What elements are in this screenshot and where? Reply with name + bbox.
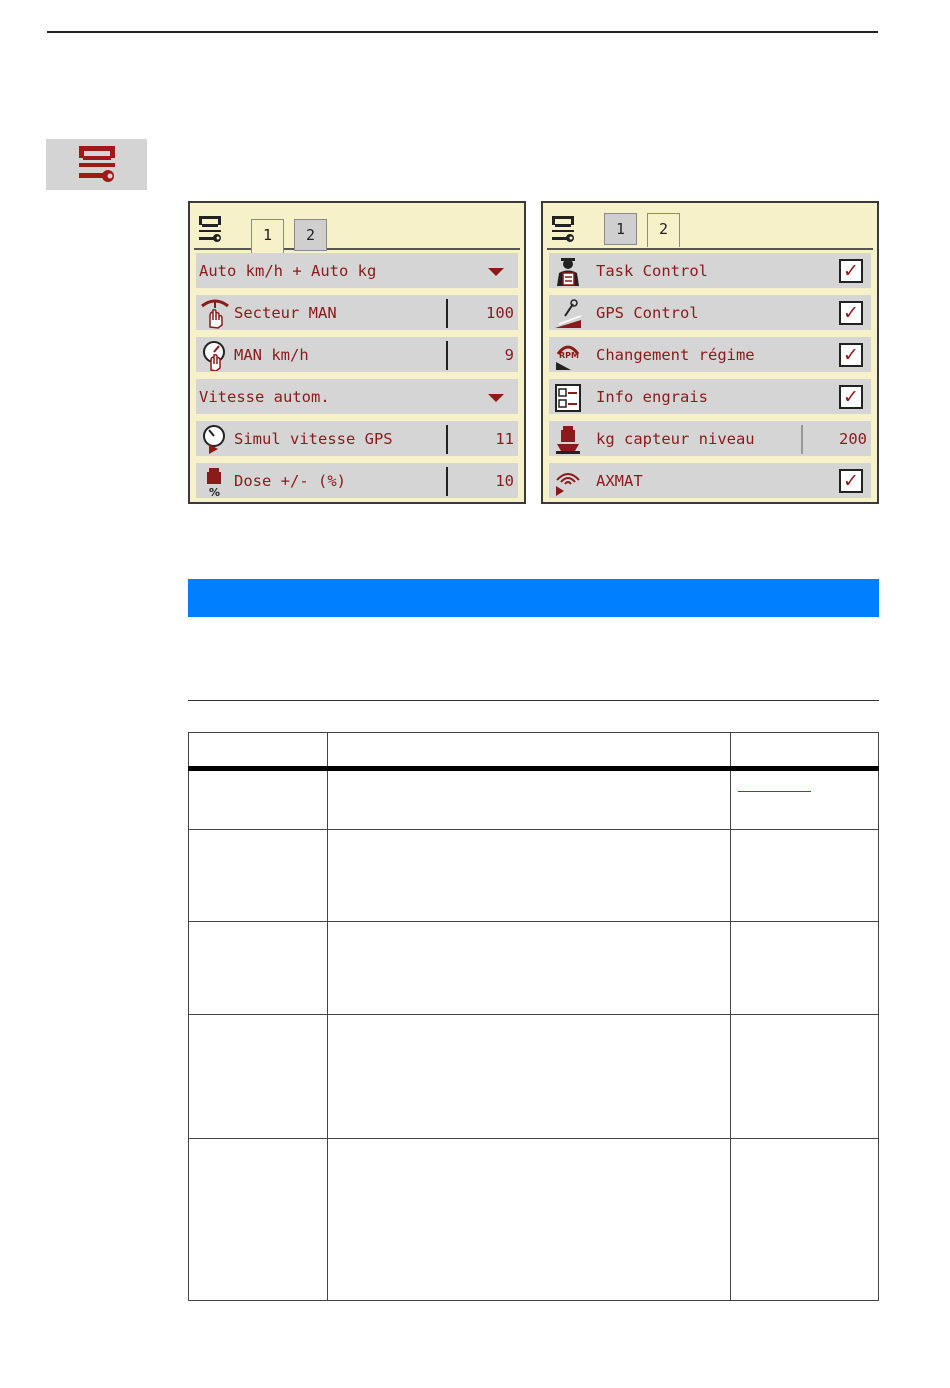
row-label: Secteur MAN — [234, 304, 337, 322]
row-label: MAN km/h — [234, 346, 309, 364]
tab-1[interactable]: 1 — [604, 213, 637, 245]
divider — [801, 425, 803, 454]
rpm-change-icon — [553, 340, 583, 371]
row-label: kg capteur niveau — [596, 430, 755, 448]
settings-screen-page-1 — [188, 201, 526, 504]
quantity-percent-row[interactable] — [196, 463, 518, 500]
gps-control-row[interactable] — [549, 295, 871, 332]
gps-control-checkbox[interactable]: ✓ — [839, 301, 863, 325]
svg-text:%: % — [209, 486, 221, 497]
row-label: Info engrais — [596, 388, 708, 406]
fertiliser-info-icon — [553, 382, 583, 413]
settings-table — [188, 732, 879, 1301]
machine-settings-icon — [196, 213, 226, 247]
level-sensor-icon — [553, 424, 583, 455]
dropdown-label: Vitesse autom. — [199, 388, 330, 406]
table-row — [189, 769, 879, 830]
tab-2[interactable]: 2 — [647, 213, 680, 247]
auto-speed-dropdown[interactable] — [196, 379, 518, 416]
table-row — [189, 922, 879, 1015]
axmat-icon — [553, 466, 583, 497]
tab-1[interactable]: 1 — [251, 219, 284, 253]
settings-screen-page-2 — [541, 201, 879, 504]
chevron-down-icon — [488, 394, 504, 402]
fertiliser-info-row[interactable] — [549, 379, 871, 416]
section-man-row[interactable] — [196, 295, 518, 332]
row-value: 100 — [486, 304, 514, 322]
task-control-row[interactable] — [549, 253, 871, 290]
man-speed-icon — [200, 340, 230, 371]
axmat-row[interactable] — [549, 463, 871, 500]
tab-2[interactable]: 2 — [294, 219, 327, 251]
chevron-down-icon — [488, 268, 504, 276]
screen-header — [547, 207, 873, 250]
top-rule — [47, 31, 878, 33]
table-row — [189, 1015, 879, 1139]
rpm-change-checkbox[interactable]: ✓ — [839, 343, 863, 367]
row-label: GPS Control — [596, 304, 699, 322]
row-label: AXMAT — [596, 472, 643, 490]
gps-speed-simulation-row[interactable] — [196, 421, 518, 458]
table-row — [189, 830, 879, 922]
divider — [446, 425, 448, 454]
operator-task-icon — [553, 256, 583, 287]
section-man-icon — [200, 298, 230, 329]
row-value: 11 — [495, 430, 514, 448]
gps-control-icon — [553, 298, 583, 329]
task-control-checkbox[interactable]: ✓ — [839, 259, 863, 283]
axmat-checkbox[interactable]: ✓ — [839, 469, 863, 493]
row-label: Dose +/- (%) — [234, 472, 346, 490]
cross-reference-link[interactable] — [738, 791, 811, 792]
level-sensor-row[interactable] — [549, 421, 871, 458]
machine-settings-icon — [46, 139, 147, 190]
divider — [446, 341, 448, 370]
note-banner — [188, 579, 879, 617]
gps-speed-simulation-icon — [200, 424, 230, 455]
rpm-change-row[interactable] — [549, 337, 871, 374]
machine-settings-icon — [549, 213, 579, 247]
row-value: 10 — [495, 472, 514, 490]
row-label: Changement régime — [596, 346, 755, 364]
divider — [446, 299, 448, 328]
row-value: 9 — [504, 346, 514, 364]
speed-source-dropdown[interactable] — [196, 253, 518, 290]
fertiliser-info-checkbox[interactable]: ✓ — [839, 385, 863, 409]
table-header-row — [189, 733, 879, 769]
row-label: Simul vitesse GPS — [234, 430, 393, 448]
dropdown-label: Auto km/h + Auto kg — [199, 262, 377, 280]
divider — [446, 467, 448, 496]
svg-text:RPM: RPM — [559, 351, 579, 360]
row-value: 200 — [839, 430, 867, 448]
quantity-percent-icon — [200, 466, 230, 497]
man-speed-row[interactable] — [196, 337, 518, 374]
row-label: Task Control — [596, 262, 708, 280]
screen-header — [194, 207, 520, 250]
table-row — [189, 1139, 879, 1301]
section-rule — [188, 700, 879, 701]
